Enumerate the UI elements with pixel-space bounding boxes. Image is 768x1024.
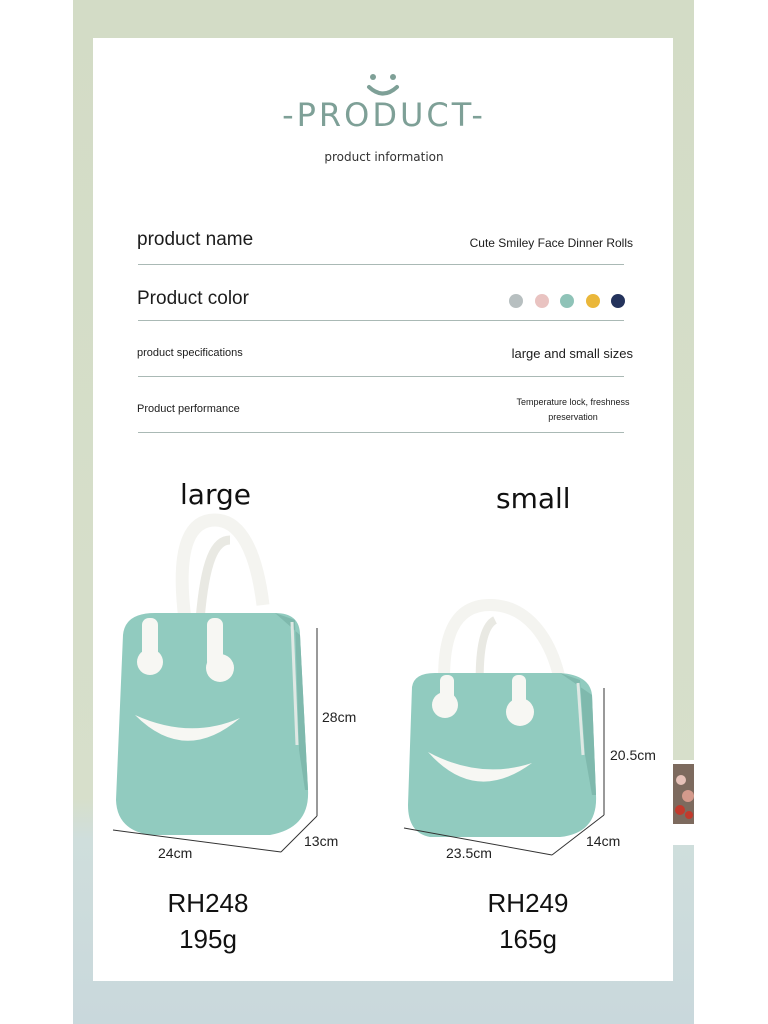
small-height-label: 20.5cm [610, 747, 656, 763]
product-specifications-value: large and small sizes [511, 346, 633, 361]
large-size-title: large [180, 478, 251, 511]
product-name-label: product name [137, 229, 254, 250]
product-performance-value [500, 395, 646, 425]
divider [138, 264, 624, 265]
performance-line-1: Temperature lock, freshness [516, 397, 630, 407]
color-swatch [611, 294, 625, 308]
large-model-block [108, 885, 308, 957]
large-dimension-lines [105, 620, 325, 860]
divider [138, 320, 624, 321]
product-color-label: Product color [137, 288, 249, 309]
large-depth-label: 13cm [304, 833, 339, 849]
large-width-label: 24cm [158, 845, 193, 861]
divider [138, 432, 624, 433]
page-title: -PRODUCT- [282, 96, 486, 134]
small-size-title: small [496, 482, 571, 515]
small-model-code: RH249 [487, 888, 569, 918]
color-swatch [535, 294, 549, 308]
page-subtitle: product information [324, 150, 444, 164]
small-dimension-lines [400, 680, 610, 860]
color-swatch [586, 294, 600, 308]
small-model-block [428, 885, 628, 957]
small-depth-label: 14cm [586, 833, 621, 849]
large-height-label: 28cm [322, 709, 357, 725]
performance-line-2: preservation [548, 412, 598, 422]
food-bowl-decoration [673, 760, 694, 850]
divider [138, 376, 624, 377]
product-name-value: Cute Smiley Face Dinner Rolls [469, 236, 633, 250]
color-swatch [560, 294, 574, 308]
large-weight: 195g [179, 924, 237, 954]
color-swatch [509, 294, 523, 308]
product-specifications-label: product specifications [137, 347, 243, 359]
small-width-label: 23.5cm [446, 845, 492, 861]
product-performance-label: Product performance [137, 403, 240, 415]
small-weight: 165g [499, 924, 557, 954]
large-model-code: RH248 [167, 888, 249, 918]
